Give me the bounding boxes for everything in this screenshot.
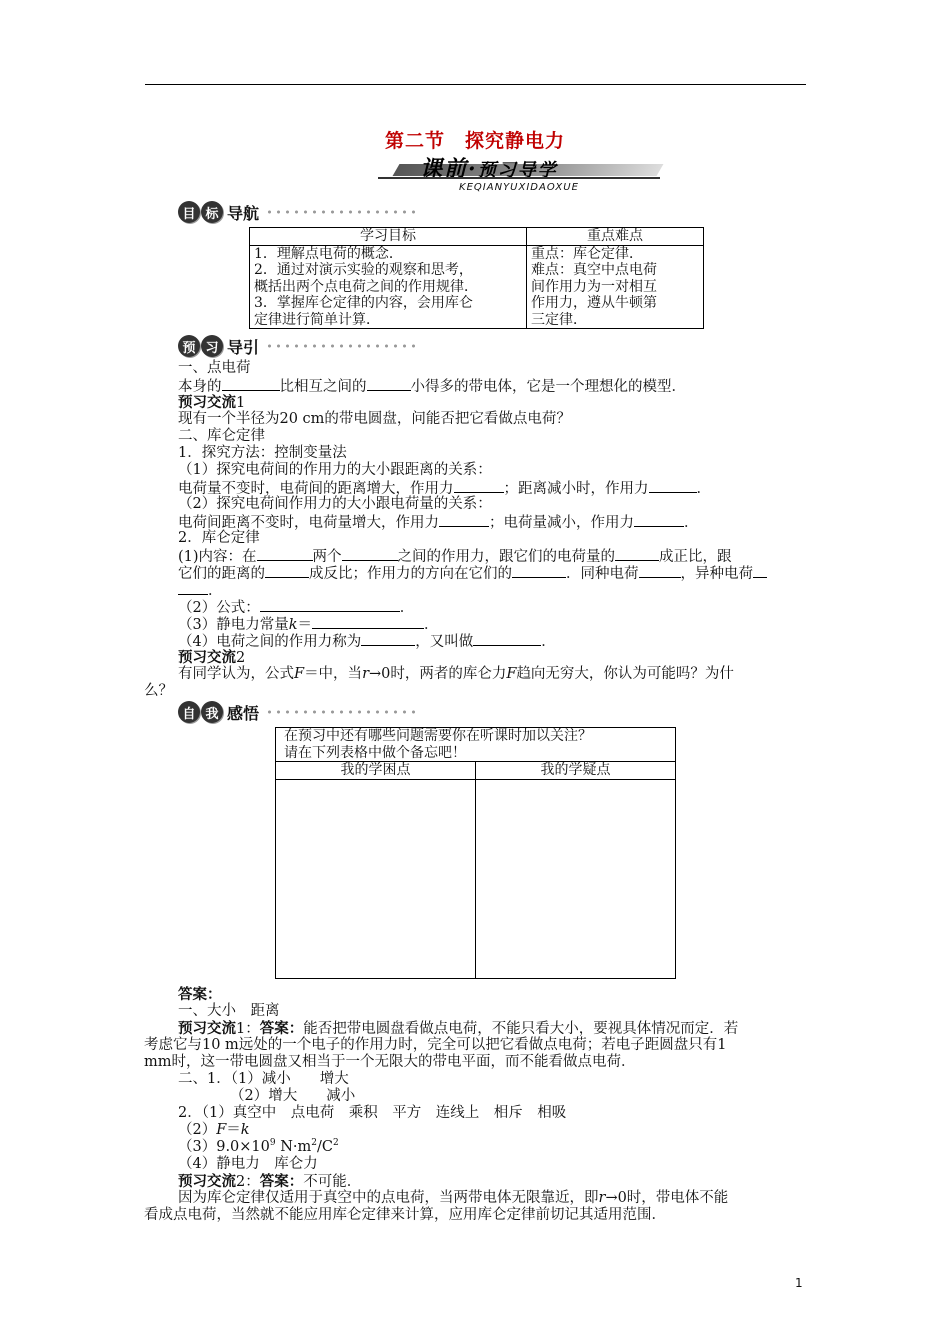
text-line: ． (178, 581, 223, 600)
page-title: 第二节 探究静电力 (384, 130, 565, 152)
answer-line: 看成点电荷，当然就不能应用库仑定律来计算，应用库仑定律前切记其适用范围． (144, 1207, 666, 1223)
exercise-heading: 预习交流2 (178, 649, 246, 666)
fill-blank (222, 377, 280, 391)
banner-pinyin: KEQIANYUXIDAOXUE (459, 182, 579, 193)
banner-underline (378, 177, 660, 179)
text-line: 现有一个半径为20 cm的带电圆盘，问能否把它看做点电荷？ (178, 411, 571, 427)
dotted-leader (265, 343, 415, 349)
memo-table (275, 727, 676, 979)
text-line: 1．探究方法：控制变量法 (178, 445, 347, 461)
badge-circle: 习 (201, 335, 223, 357)
answer-line: 预习交流2：答案：不可能． (178, 1173, 362, 1190)
fill-blank (439, 513, 489, 527)
text-line: 么？ (144, 683, 173, 699)
badge-circle: 自 (178, 701, 200, 723)
goals-header-key: 重点难点 (527, 228, 704, 246)
text-line: （1）探究电荷间的作用力的大小跟距离的关系： (178, 462, 492, 478)
goals-key-cell: 重点：库仑定律． 难点：真空中点电荷 间作用力为一对相互 作用力，遵从牛顿第 三定律． (527, 245, 704, 329)
answer-line: $(3)9.0\times 10^9$ $N\cdot m^2/C^2$ (178, 1138, 339, 1155)
answer-line: 考虑它与10 m远处的一个电子的作用力时，完全可以把它看做点电荷；若电子距圆盘只有1 (144, 1037, 727, 1053)
answer-line: 二、1．（1）减小 增大 (178, 1071, 349, 1087)
dotted-leader (265, 209, 415, 215)
memo-prompt: 在预习中还有哪些问题需要你在听课时加以关注？ 请在下列表格中做个备忘吧！ (276, 728, 676, 762)
fill-blank (512, 564, 566, 578)
answer-line: mm时，这一带电圆盘又相当于一个无限大的带电平面，而不能看做点电荷． (144, 1054, 636, 1070)
badge-label: 导航 (227, 203, 260, 223)
fill-blank (367, 377, 411, 391)
goals-table (249, 227, 704, 329)
goals-learning-cell: 1．理解点电荷的概念． 2．通过对演示实验的观察和思考， 概括出两个点电荷之间的作用规律． 3．掌握库仑定律的内容，会用库仑 定律进行简单计算． (250, 245, 527, 329)
answer-line: 因为库仑定律仅适用于真空中的点电荷，当两带电体无限靠近，即r→0时，带电体不能 (178, 1190, 729, 1206)
text-line: （4）电荷之间的作用力称为 ，又叫做 ． (178, 634, 556, 650)
banner-title: 课前·预习导学 (420, 156, 558, 182)
section-banner (378, 152, 660, 193)
badge-label: 导引 (227, 337, 260, 357)
answer-line: （2）增大 减小 (230, 1088, 356, 1104)
header-rule (145, 84, 806, 85)
fill-blank (615, 547, 659, 561)
fill-blank (178, 581, 208, 595)
text-line: (1)内容：在 两个 之间的作用力，跟它们的电荷量的 成正比，跟 (178, 549, 732, 565)
fill-blank (265, 564, 309, 578)
answer-line: 2．（1）真空中 点电荷 乘积 平方 连线上 相斥 相吸 (178, 1105, 567, 1121)
badge-label: 感悟 (227, 703, 260, 723)
fill-blank (342, 547, 398, 561)
text-line: 2．库仑定律 (178, 530, 260, 546)
page-number: 1 (795, 1276, 803, 1290)
text-line: 它们的距离的 成反比；作用力的方向在它们的 ．同种电荷 ，异种电荷 (178, 564, 767, 583)
text-line: 二、库仑定律 (178, 428, 265, 444)
memo-header-difficult: 我的学困点 (276, 762, 476, 780)
badge-circle: 我 (201, 701, 223, 723)
fill-blank (260, 598, 400, 612)
text-line: 有同学认为，公式F＝中，当r→0时，两者的库仑力F趋向无穷大，你认为可能吗？为什 (178, 666, 734, 682)
dotted-leader (265, 709, 415, 715)
text-line: 本身的 比相互之间的 小得多的带电体，它是一个理想化的模型． (178, 379, 686, 395)
exercise-heading: 预习交流1 (178, 394, 246, 411)
fill-blank (753, 564, 767, 578)
fill-blank (361, 632, 415, 646)
answer-line: 预习交流1：答案：能否把带电圆盘看做点电荷，不能只看大小，要视具体情况而定．若 (178, 1020, 739, 1037)
text-line: （2）探究电荷间作用力的大小跟电荷量的关系： (178, 496, 492, 512)
section-badge-intro (178, 334, 415, 358)
memo-cell-doubt (476, 779, 676, 978)
badge-circle: 目 (178, 201, 200, 223)
fill-blank (634, 513, 684, 527)
text-line: 电荷量不变时，电荷间的距离增大，作用力 ；距离减小时，作用力 ． (178, 481, 711, 497)
text-line: 一、点电荷 (178, 360, 251, 376)
fill-blank (473, 632, 541, 646)
fill-blank (639, 564, 681, 578)
fill-blank (312, 615, 424, 629)
badge-circle: 标 (201, 201, 223, 223)
goals-header-learning: 学习目标 (250, 228, 527, 246)
memo-cell-difficult (276, 779, 476, 978)
memo-header-doubt: 我的学疑点 (476, 762, 676, 780)
answer-line: （2）F＝k (178, 1122, 250, 1138)
fill-blank (454, 479, 504, 493)
answer-line: 一、大小 距离 (178, 1003, 280, 1019)
section-badge-self (178, 700, 415, 724)
section-badge-nav (178, 200, 415, 224)
fill-blank (649, 479, 697, 493)
text-line: （3）静电力常量k＝ ． (178, 617, 439, 633)
fill-blank (257, 547, 313, 561)
badge-circle: 预 (178, 335, 200, 357)
text-line: （2）公式： ． (178, 600, 415, 616)
text-line: 电荷间距离不变时，电荷量增大，作用力 ；电荷量减小，作用力 ． (178, 515, 699, 531)
answer-line: （4）静电力 库仑力 (178, 1156, 318, 1172)
answers-heading: 答案： (178, 986, 222, 1003)
